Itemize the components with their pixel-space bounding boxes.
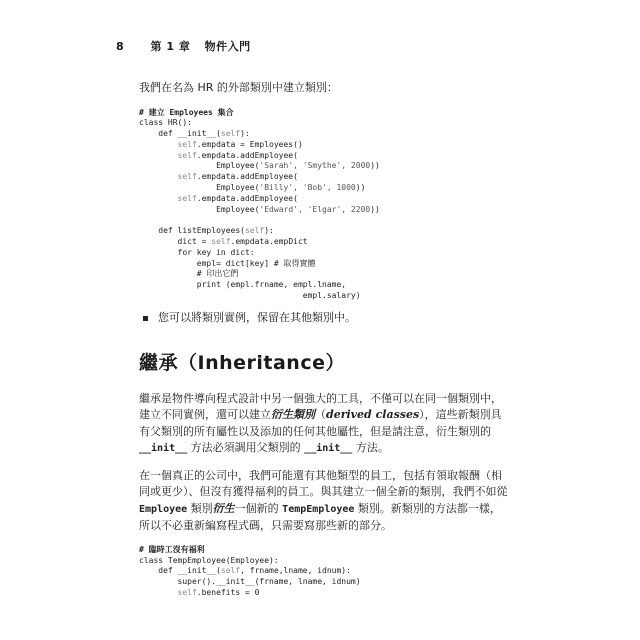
code-indent (139, 140, 178, 149)
intro-paragraph: 我們在名為 HR 的外部類別中建立類別： (139, 81, 338, 94)
code-line: def __init__( (139, 566, 221, 576)
code-self: self (177, 588, 197, 598)
code-line: ): (240, 129, 250, 139)
code-line: Employee( (139, 183, 260, 193)
code-comment: # 臨時工沒有福利 (139, 544, 205, 554)
code-self: self (177, 172, 197, 182)
code-line: .empdata.addEmployee( (196, 172, 298, 182)
code-tempemployee: TempEmployee (282, 503, 355, 515)
code-line: print (empl.frname, empl.lname, (139, 280, 347, 290)
code-line: , frname,lname, idnum): (240, 566, 351, 576)
code-line: .empdata = Employees() (196, 139, 303, 149)
code-string: 'Sarah', 'Smythe', 2000 (259, 161, 371, 171)
chapter-label: 第 1 章 (150, 40, 191, 53)
code-self: self (177, 139, 197, 149)
section-heading: 繼承（Inheritance） (139, 351, 345, 374)
code-line: .empdata.empDict (230, 237, 308, 247)
code-line: Employee( (139, 161, 260, 171)
code-self: self (177, 193, 197, 203)
code-self: self (177, 150, 197, 160)
code-self: self (220, 566, 241, 576)
text-run: 一個新的 (234, 501, 283, 515)
code-indent (139, 194, 178, 203)
code-line: Employee( (139, 204, 260, 214)
code-indent (139, 588, 178, 597)
text-run: ），這些新類別具有父類別的所有屬性以及添加的任何其他屬性，但是請注意，衍生類別的 (139, 408, 502, 438)
code-line: empl.salary) (139, 291, 361, 301)
code-employee: Employee (139, 503, 188, 515)
bullet-text: 您可以將類別實例，保留在其他類別中。 (158, 310, 356, 324)
code-line: .benefits = 0 (196, 588, 260, 598)
code-line: ): (264, 226, 274, 236)
code-line: )) (355, 183, 366, 193)
term-derived-class: 衍生類別 (271, 408, 315, 422)
code-string: 'Billy', 'Bob', 1000 (259, 183, 356, 193)
text-run: （ (315, 408, 326, 422)
chapter-title: 物件入門 (204, 40, 251, 53)
code-init: __init__ (139, 443, 188, 455)
code-init: __init__ (304, 443, 353, 455)
text-run: 類別。新類別的方法都一樣，所以不必重新編寫程式碼，只需要寫那些新的部分。 (139, 501, 501, 533)
company-paragraph (139, 468, 509, 535)
code-line: )) (370, 161, 380, 171)
text-run: 類別 (187, 501, 213, 515)
code-line: for key in dict: (139, 247, 255, 257)
page-content (139, 80, 509, 599)
code-indent (139, 172, 178, 181)
code-line: .empdata.addEmployee( (196, 150, 298, 160)
bullet-square-icon (143, 316, 148, 321)
code-line: .empdata.addEmployee( (196, 193, 298, 203)
term-derive: 衍生 (212, 501, 235, 515)
code-comment: # 建立 Employees 集合 (139, 107, 234, 117)
code-self: self (220, 129, 241, 139)
code-block-hr (139, 108, 509, 302)
term-derived-classes-en: derived classes (326, 408, 420, 422)
code-indent (139, 151, 178, 160)
text-run: 方法。 (352, 441, 389, 455)
code-line: empl= dict[key] # 取得實體 (139, 258, 316, 268)
code-line: class TempEmployee(Employee): (139, 555, 279, 565)
code-line: dict = (139, 237, 212, 247)
page-header (116, 38, 251, 54)
page-number: 8 (116, 40, 125, 53)
code-line: def listEmployees( (139, 226, 245, 236)
code-self: self (211, 237, 231, 247)
code-line: # 印出它們 (139, 269, 239, 279)
code-self: self (244, 226, 265, 236)
code-line: class HR(): (139, 118, 192, 128)
code-line: def __init__( (139, 129, 221, 139)
text-run: 繼承是物件導向程式設計中另一個強大的工具，不僅可以在同一個類別中，建立不同實例，還可以建立 (139, 391, 502, 422)
text-run: 在一個真正的公司中，我們可能還有其他類型的員工，包括有領取報酬（相同或更少）、但沒有獲得福利的員工。與其建立一個全新的類別，我們不如從 (139, 468, 508, 499)
text-run: 方法必須調用父類別的 (187, 441, 305, 455)
code-block-tempemployee (139, 545, 509, 599)
inheritance-paragraph (139, 391, 509, 458)
code-line: super().__init__(frname, lname, idnum) (139, 577, 361, 587)
code-string: 'Edward', 'Elgar', 2200 (259, 204, 371, 214)
bullet-item (139, 310, 509, 326)
code-line: )) (370, 204, 380, 214)
